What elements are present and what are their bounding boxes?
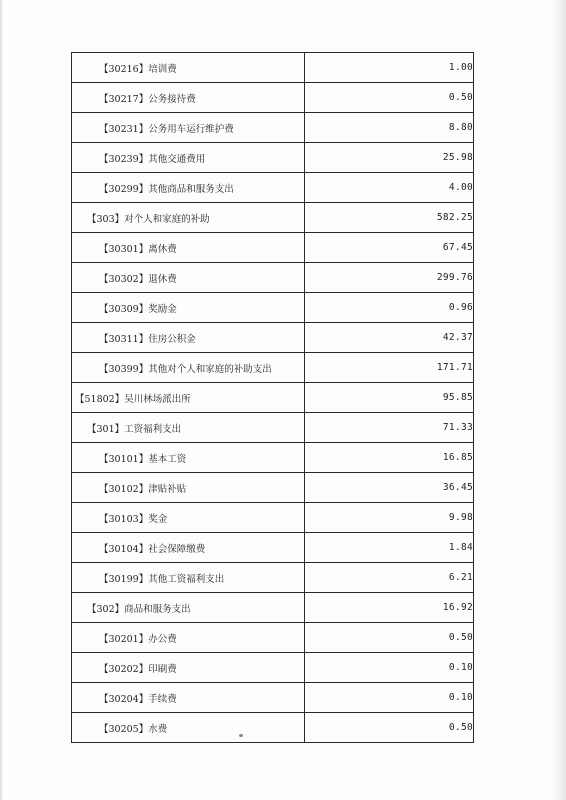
table-row xyxy=(72,413,474,443)
item-amount: 0.96 xyxy=(305,293,474,323)
item-amount: 0.50 xyxy=(305,713,474,743)
page-edge-left xyxy=(0,0,3,800)
table-row xyxy=(72,143,474,173)
category-amount: 71.33 xyxy=(305,413,474,443)
item-amount: 42.37 xyxy=(305,323,474,353)
table-row xyxy=(72,383,474,413)
item-name: 【30204】手续费 xyxy=(72,683,305,713)
table-row xyxy=(72,323,474,353)
item-amount: 0.50 xyxy=(305,83,474,113)
unit-amount: 95.85 xyxy=(305,383,474,413)
table-row xyxy=(72,173,474,203)
item-name: 【30102】津贴补贴 xyxy=(72,473,305,503)
item-name: 【30299】其他商品和服务支出 xyxy=(72,173,305,203)
item-name: 【30217】公务接待费 xyxy=(72,83,305,113)
unit-name: 【51802】吴川林场派出所 xyxy=(72,383,305,413)
table-row xyxy=(72,683,474,713)
item-amount: 9.98 xyxy=(305,503,474,533)
item-amount: 25.98 xyxy=(305,143,474,173)
table-row xyxy=(72,533,474,563)
item-name: 【30302】退休费 xyxy=(72,263,305,293)
category-amount: 16.92 xyxy=(305,593,474,623)
category-name: 【303】对个人和家庭的补助 xyxy=(72,203,305,233)
item-name: 【30309】奖励金 xyxy=(72,293,305,323)
item-name: 【30205】水费 xyxy=(72,713,305,743)
table-row xyxy=(72,203,474,233)
table-row xyxy=(72,113,474,143)
item-amount: 36.45 xyxy=(305,473,474,503)
item-amount: 0.50 xyxy=(305,623,474,653)
item-name: 【30202】印刷费 xyxy=(72,653,305,683)
item-amount: 0.10 xyxy=(305,683,474,713)
scan-speck xyxy=(239,734,243,737)
table-row xyxy=(72,53,474,83)
table-row xyxy=(72,653,474,683)
table-row xyxy=(72,83,474,113)
table-row xyxy=(72,473,474,503)
item-name: 【30239】其他交通费用 xyxy=(72,143,305,173)
category-name: 【301】工资福利支出 xyxy=(72,413,305,443)
item-name: 【30311】住房公积金 xyxy=(72,323,305,353)
budget-table xyxy=(71,52,474,743)
item-name: 【30103】奖金 xyxy=(72,503,305,533)
item-amount: 299.76 xyxy=(305,263,474,293)
category-amount: 582.25 xyxy=(305,203,474,233)
item-amount: 171.71 xyxy=(305,353,474,383)
table-row xyxy=(72,233,474,263)
item-amount: 4.00 xyxy=(305,173,474,203)
item-amount: 67.45 xyxy=(305,233,474,263)
item-name: 【30101】基本工资 xyxy=(72,443,305,473)
item-name: 【30199】其他工资福利支出 xyxy=(72,563,305,593)
item-name: 【30399】其他对个人和家庭的补助支出 xyxy=(72,353,305,383)
table-row xyxy=(72,593,474,623)
item-name: 【30216】培训费 xyxy=(72,53,305,83)
item-amount: 1.00 xyxy=(305,53,474,83)
table-row xyxy=(72,353,474,383)
table-row xyxy=(72,293,474,323)
item-amount: 16.85 xyxy=(305,443,474,473)
category-name: 【302】商品和服务支出 xyxy=(72,593,305,623)
table-row xyxy=(72,713,474,743)
item-name: 【30301】离休费 xyxy=(72,233,305,263)
table-row xyxy=(72,443,474,473)
table-row xyxy=(72,623,474,653)
item-amount: 1.84 xyxy=(305,533,474,563)
item-amount: 8.80 xyxy=(305,113,474,143)
item-amount: 0.10 xyxy=(305,653,474,683)
item-name: 【30104】社会保障缴费 xyxy=(72,533,305,563)
page-edge-right xyxy=(552,0,566,800)
table-row xyxy=(72,263,474,293)
table-row xyxy=(72,563,474,593)
item-name: 【30201】办公费 xyxy=(72,623,305,653)
item-amount: 6.21 xyxy=(305,563,474,593)
table-row xyxy=(72,503,474,533)
item-name: 【30231】公务用车运行维护费 xyxy=(72,113,305,143)
